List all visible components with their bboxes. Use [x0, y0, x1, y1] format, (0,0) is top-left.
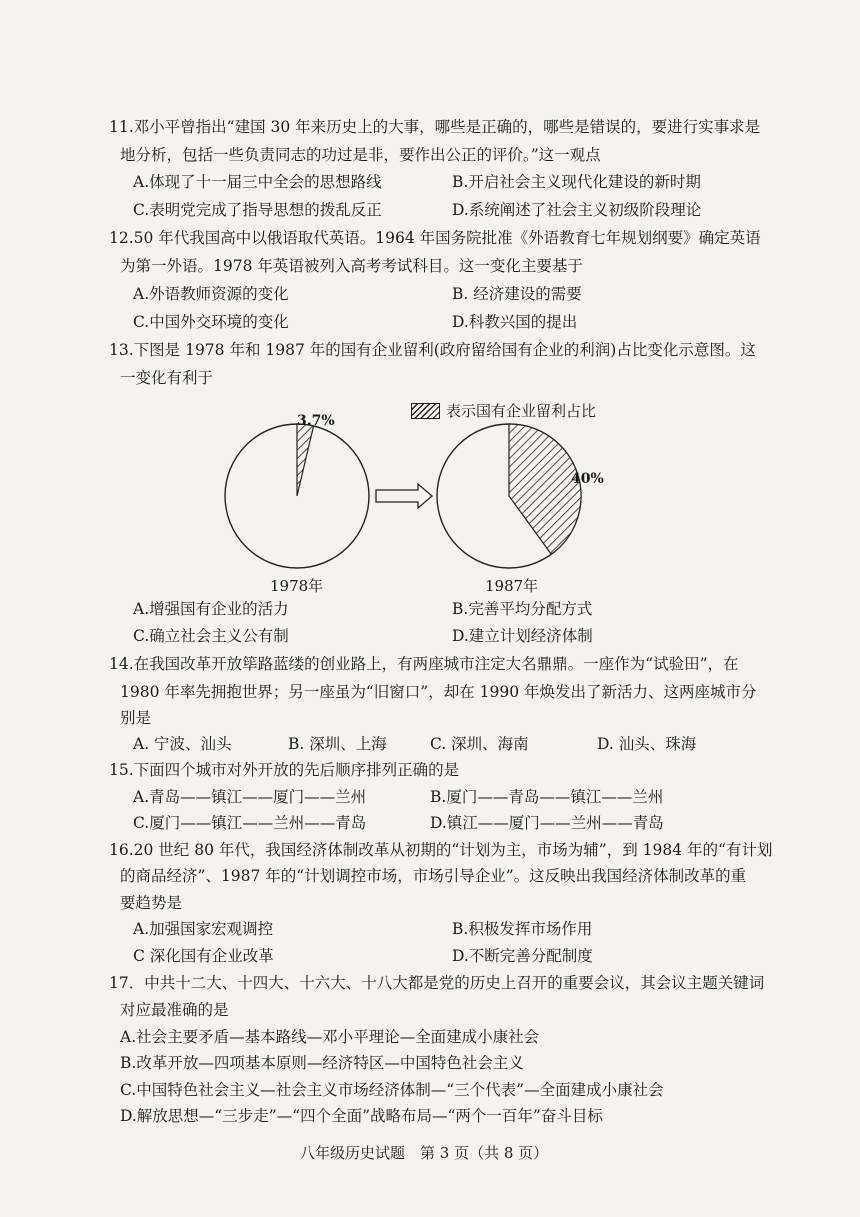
q16-option-a: A.加强国家宏观调控 [133, 920, 274, 938]
q13-option-a: A.增强国有企业的活力 [133, 600, 289, 618]
q16-option-d: D.不断完善分配制度 [452, 947, 593, 965]
q15-option-b: B.厦门——青岛——镇江——兰州 [430, 788, 664, 806]
q17-option-c: C.中国特色社会主义—社会主义市场经济体制—“三个代表”—全面建成小康社会 [120, 1081, 664, 1099]
q12-option-c: C.中国外交环境的变化 [133, 313, 289, 331]
q12-stem-line2: 为第一外语。1978 年英语被列入高考考试科目。这一变化主要基于 [120, 257, 583, 275]
q12-stem-line1: 12.50 年代我国高中以俄语取代英语。1964 年国务院批准《外语教育七年规划纲要》确定英语 [109, 229, 761, 247]
q16-option-c: C 深化国有企业改革 [133, 947, 274, 965]
pie-chart-figure [0, 0, 860, 600]
pie-slice-1978 [297, 424, 314, 496]
chart-legend: 表示国有企业留利占比 [446, 402, 597, 420]
q17-stem-line2: 对应最准确的是 [120, 1001, 229, 1019]
q14-option-a: A. 宁波、汕头 [133, 735, 232, 753]
q13-option-d: D.建立计划经济体制 [452, 627, 593, 645]
q14-option-d: D. 汕头、珠海 [597, 735, 697, 753]
q11-option-d: D.系统阐述了社会主义初级阶段理论 [452, 201, 702, 219]
q14-stem-line1: 14.在我国改革开放筚路蓝缕的创业路上，有两座城市注定大名鼎鼎。一座作为“试验田”，在 [109, 655, 739, 673]
q16-stem-line2: 的商品经济”、1987 年的“计划调控市场，市场引导企业”。这反映出我国经济体制改革的重 [120, 867, 747, 885]
q16-stem-line1: 16.20 世纪 80 年代，我国经济体制改革从初期的“计划为主，市场为辅”，到 1984 年的“有计划 [109, 841, 773, 859]
pie-1987-year-label: 1987年 [485, 577, 539, 595]
q13-option-b: B.完善平均分配方式 [452, 600, 593, 618]
q17-stem-line1: 17．中共十二大、十四大、十六大、十八大都是党的历史上召开的重要会议，其会议主题关键词 [109, 974, 765, 992]
q14-stem-line3: 别是 [120, 709, 152, 727]
q15-option-c: C.厦门——镇江——兰州——青岛 [133, 814, 367, 832]
q13-stem-line2: 一变化有利于 [120, 369, 214, 387]
q12-option-b: B. 经济建设的需要 [452, 285, 582, 303]
q11-stem-line1: 11.邓小平曾指出“建国 30 年来历史上的大事，哪些是正确的，哪些是错误的，要进行实事求是 [109, 118, 761, 136]
q13-stem-line1: 13.下图是 1978 年和 1987 年的国有企业留利(政府留给国有企业的利润)占比变化示意图。这 [109, 341, 756, 359]
q15-option-a: A.青岛——镇江——厦门——兰州 [133, 788, 367, 806]
q14-option-b: B. 深圳、上海 [288, 735, 387, 753]
q17-option-b: B.改革开放—四项基本原则—经济特区—中国特色社会主义 [120, 1054, 524, 1072]
q16-option-b: B.积极发挥市场作用 [452, 920, 593, 938]
arrow-icon [376, 484, 432, 508]
q14-option-c: C. 深圳、海南 [430, 735, 529, 753]
q12-option-d: D.科教兴国的提出 [452, 313, 578, 331]
pie-slice-1987 [509, 424, 581, 554]
pie-1987-value-label: 40% [571, 471, 604, 487]
q15-stem-line1: 15.下面四个城市对外开放的先后顺序排列正确的是 [109, 761, 460, 779]
pie-1978-value-label: 3.7% [297, 413, 335, 429]
q14-stem-line2: 1980 年率先拥抱世界；另一座虽为“旧窗口”，却在 1990 年焕发出了新活力、这两座城市分 [120, 683, 757, 701]
q17-option-d: D.解放思想—“三步走”—“四个全面”战略布局—“两个一百年”奋斗目标 [120, 1107, 603, 1125]
pie-1978-year-label: 1978年 [270, 577, 324, 595]
q13-option-c: C.确立社会主义公有制 [133, 627, 289, 645]
q15-option-d: D.镇江——厦门——兰州——青岛 [430, 814, 664, 832]
q11-option-c: C.表明党完成了指导思想的拨乱反正 [133, 201, 382, 219]
q11-option-a: A.体现了十一届三中全会的思想路线 [133, 173, 382, 191]
q16-stem-line3: 要趋势是 [120, 894, 183, 912]
q12-option-a: A.外语教师资源的变化 [133, 285, 289, 303]
q17-option-a: A.社会主要矛盾—基本路线—邓小平理论—全面建成小康社会 [120, 1028, 540, 1046]
q11-option-b: B.开启社会主义现代化建设的新时期 [452, 173, 701, 191]
page-footer: 八年级历史试题 第 3 页（共 8 页） [300, 1144, 549, 1162]
q11-stem-line2: 地分析，包括一些负责同志的功过是非，要作出公正的评价。”这一观点 [120, 146, 601, 164]
